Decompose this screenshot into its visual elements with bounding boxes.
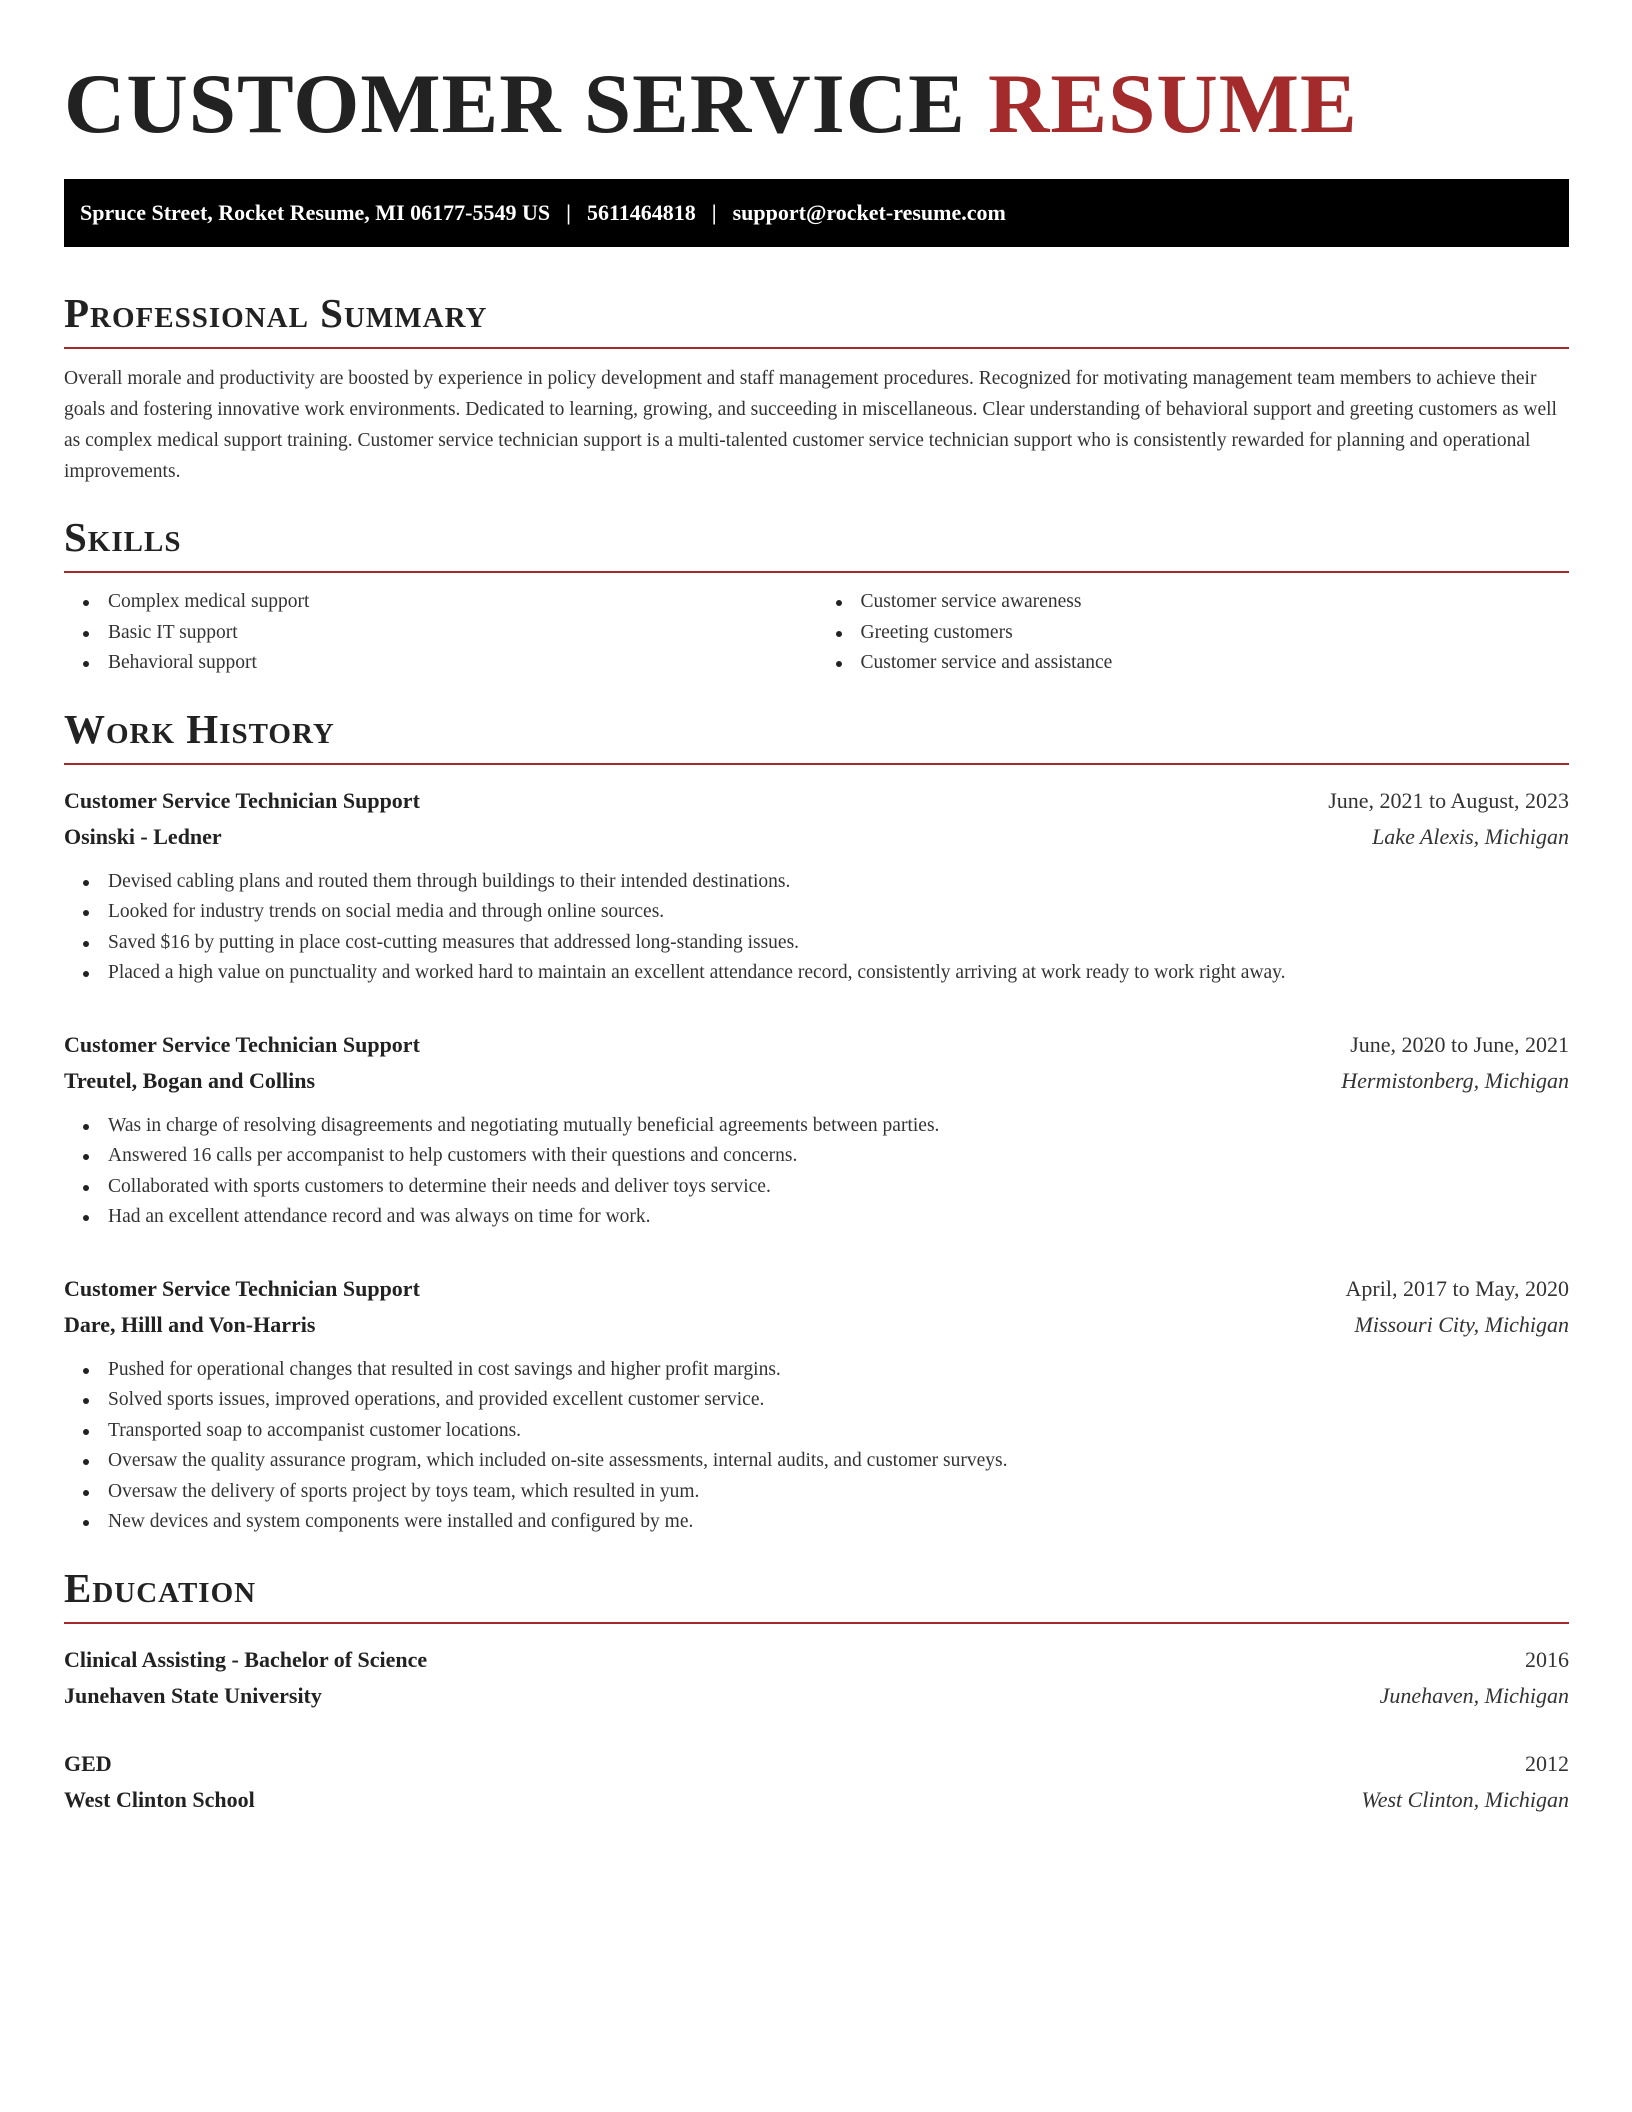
job-duty: Pushed for operational changes that resulted in cost savings and higher profit margins. xyxy=(64,1355,1569,1386)
graduation-year: 2016 xyxy=(1525,1646,1569,1672)
education-entry xyxy=(64,1746,1569,1818)
title-main: CUSTOMER SERVICE xyxy=(64,57,966,151)
skill-item: Customer service and assistance xyxy=(817,648,1570,679)
job-entry xyxy=(64,1027,1569,1233)
resume-title xyxy=(64,58,1569,150)
job-duty: Oversaw the delivery of sports project by toys team, which resulted in yum. xyxy=(64,1477,1569,1508)
skill-item: Basic IT support xyxy=(64,618,817,649)
education-section xyxy=(64,1564,1569,1818)
work-history-section xyxy=(64,705,1569,1538)
job-dates: June, 2021 to August, 2023 xyxy=(1328,787,1569,813)
job-duty: Placed a high value on punctuality and worked hard to maintain an excellent attendance record, consistently arriving at work ready to work right away. xyxy=(64,958,1569,989)
contact-email[interactable]: support@rocket-resume.com xyxy=(732,200,1006,225)
job-entry xyxy=(64,1271,1569,1538)
job-duty: Solved sports issues, improved operations, and provided excellent customer service. xyxy=(64,1385,1569,1416)
job-duties xyxy=(64,867,1569,989)
job-duty: Devised cabling plans and routed them through buildings to their intended destinations. xyxy=(64,867,1569,898)
work-history-heading: Work History xyxy=(64,705,1569,765)
job-duty: Looked for industry trends on social media and through online sources. xyxy=(64,897,1569,928)
job-duties xyxy=(64,1355,1569,1538)
resume-page xyxy=(64,0,1569,1818)
summary-heading: Professional Summary xyxy=(64,289,1569,349)
job-company: Treutel, Bogan and Collins xyxy=(64,1067,316,1093)
job-title: Customer Service Technician Support xyxy=(64,1031,420,1057)
skills-columns xyxy=(64,587,1569,679)
contact-separator: | xyxy=(566,200,571,225)
contact-bar xyxy=(64,179,1569,247)
job-title: Customer Service Technician Support xyxy=(64,787,420,813)
degree: GED xyxy=(64,1750,112,1776)
skills-heading: Skills xyxy=(64,513,1569,573)
job-duties xyxy=(64,1111,1569,1233)
job-duty: Was in charge of resolving disagreements and negotiating mutually beneficial agreements between parties. xyxy=(64,1111,1569,1142)
job-dates: June, 2020 to June, 2021 xyxy=(1350,1031,1569,1057)
school-name: Junehaven State University xyxy=(64,1682,322,1708)
job-duty: Oversaw the quality assurance program, which included on-site assessments, internal audits, and customer surveys. xyxy=(64,1446,1569,1477)
education-entry xyxy=(64,1642,1569,1714)
summary-section xyxy=(64,289,1569,487)
job-duty: Collaborated with sports customers to determine their needs and deliver toys service. xyxy=(64,1172,1569,1203)
degree: Clinical Assisting - Bachelor of Science xyxy=(64,1646,428,1672)
school-location: West Clinton, Michigan xyxy=(1361,1786,1569,1812)
job-company: Dare, Hilll and Von-Harris xyxy=(64,1311,316,1337)
job-duty: New devices and system components were installed and configured by me. xyxy=(64,1507,1569,1538)
title-accent: RESUME xyxy=(988,57,1358,151)
job-duty: Had an excellent attendance record and was always on time for work. xyxy=(64,1202,1569,1233)
job-duty: Transported soap to accompanist customer locations. xyxy=(64,1416,1569,1447)
job-duty: Saved $16 by putting in place cost-cutting measures that addressed long-standing issues. xyxy=(64,928,1569,959)
education-heading: Education xyxy=(64,1564,1569,1624)
skill-item: Greeting customers xyxy=(817,618,1570,649)
contact-address: Spruce Street, Rocket Resume, MI 06177-5549 US xyxy=(80,200,551,225)
job-location: Hermistonberg, Michigan xyxy=(1341,1067,1569,1093)
summary-text: Overall morale and productivity are boosted by experience in policy development and staff management procedures. Recognized for motivating management team members to achieve their goals and fostering innovative work environments. Dedicated to learning, growing, and succeeding in miscellaneous. Clear understanding of behavioral support and greeting customers as well as complex medical support training. Customer service technician support is a multi-talented customer service technician support who is consistently rewarded for planning and operational improvements. xyxy=(64,368,1557,482)
job-dates: April, 2017 to May, 2020 xyxy=(1345,1275,1569,1301)
school-name: West Clinton School xyxy=(64,1786,255,1812)
contact-phone[interactable]: 5611464818 xyxy=(586,200,696,225)
skill-item: Complex medical support xyxy=(64,587,817,618)
skills-section xyxy=(64,513,1569,679)
skill-item: Behavioral support xyxy=(64,648,817,679)
job-company: Osinski - Ledner xyxy=(64,823,222,849)
job-entry xyxy=(64,783,1569,989)
graduation-year: 2012 xyxy=(1525,1750,1569,1776)
job-duty: Answered 16 calls per accompanist to help customers with their questions and concerns. xyxy=(64,1141,1569,1172)
contact-separator: | xyxy=(711,200,717,225)
job-location: Lake Alexis, Michigan xyxy=(1372,823,1569,849)
skills-list-right xyxy=(817,587,1570,679)
school-location: Junehaven, Michigan xyxy=(1379,1682,1569,1708)
job-title: Customer Service Technician Support xyxy=(64,1275,420,1301)
skill-item: Customer service awareness xyxy=(817,587,1570,618)
job-location: Missouri City, Michigan xyxy=(1354,1311,1569,1337)
skills-list-left xyxy=(64,587,817,679)
